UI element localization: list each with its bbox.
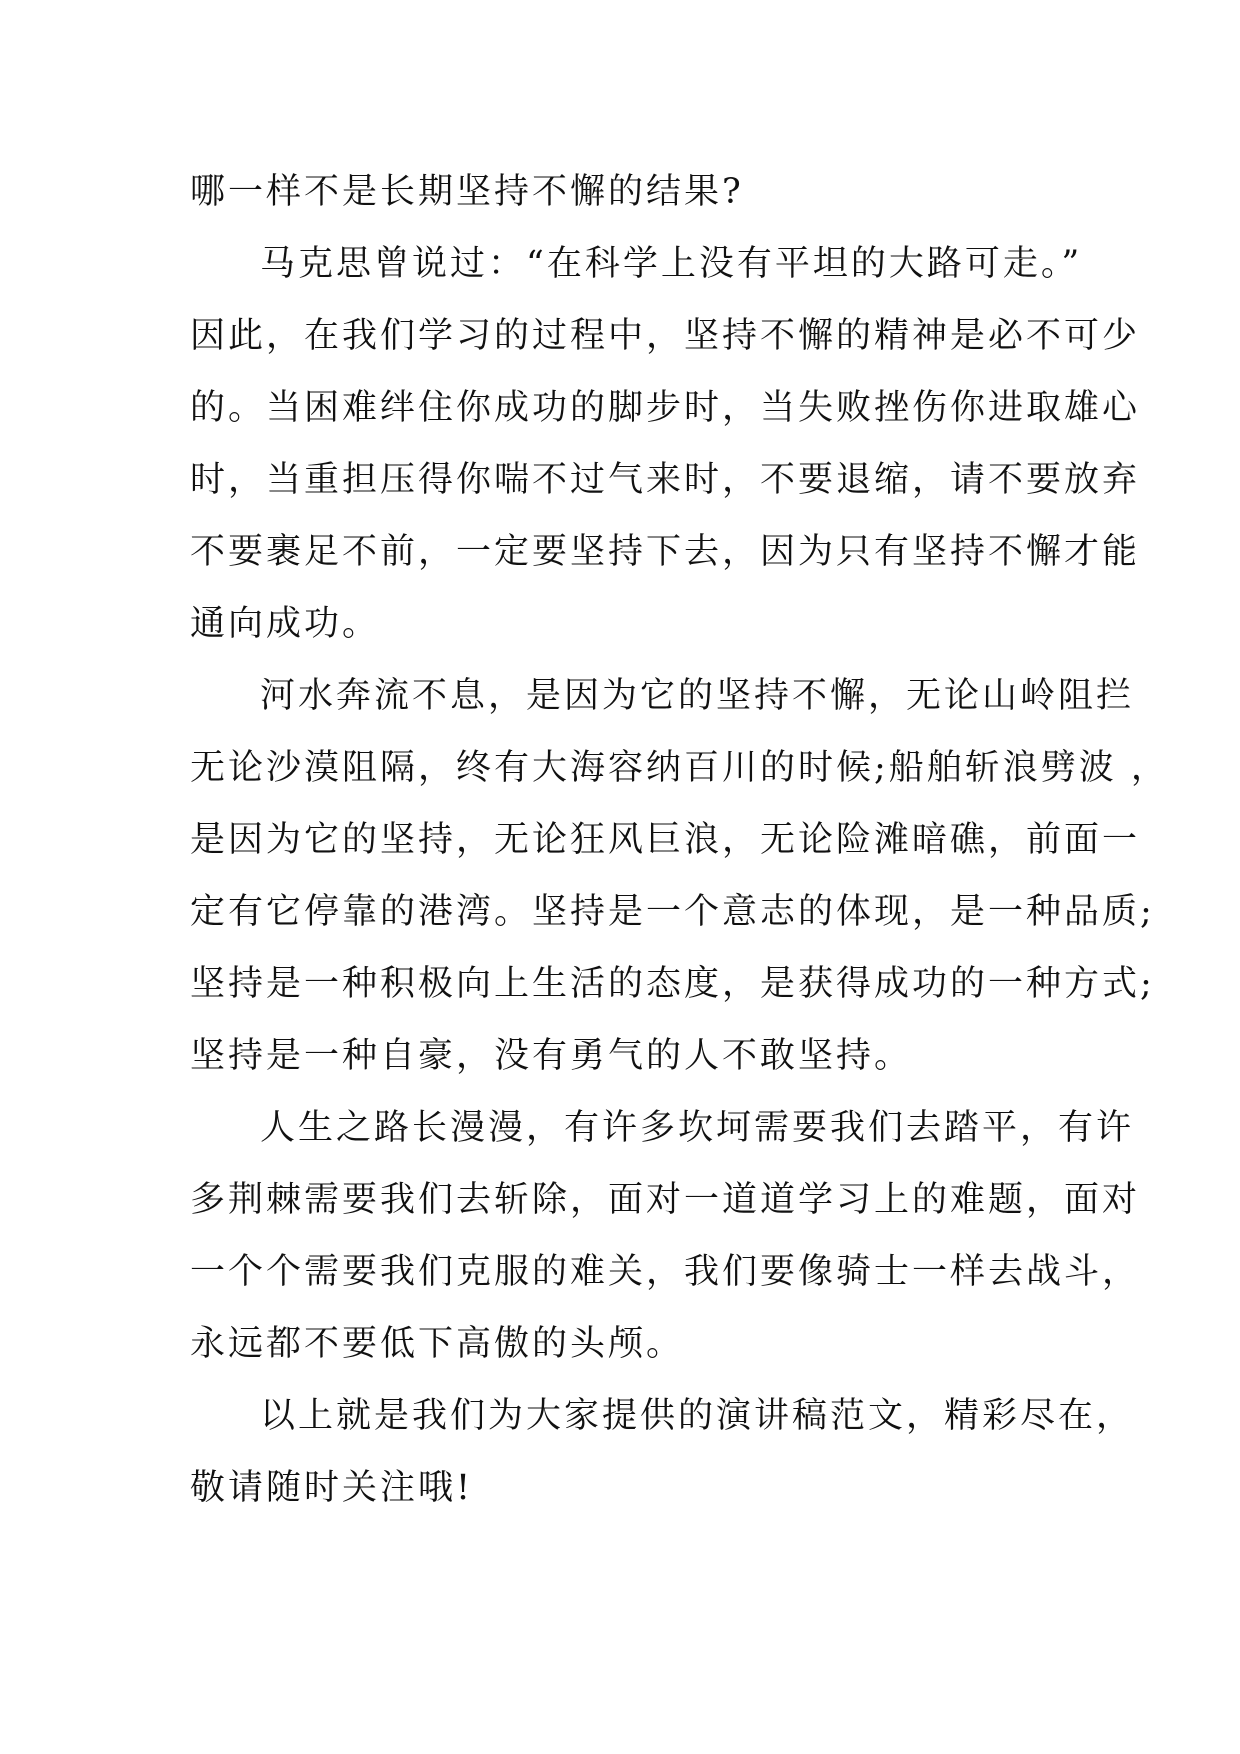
paragraph-start: 人生之路长漫漫，有许多坎坷需要我们去踏平，有许 <box>260 1108 1135 1148</box>
text-line: 的。当困难绊住你成功的脚步时，当失败挫伤你进取雄心 <box>190 388 1141 428</box>
text-line: 一个个需要我们克服的难关，我们要像骑士一样去战斗， <box>190 1252 1141 1292</box>
text-line: 无论沙漠阻隔，终有大海容纳百川的时候;船舶斩浪劈波 ， <box>190 748 1169 788</box>
text-line: 敬请随时关注哦! <box>190 1468 474 1508</box>
text-line: 多荆棘需要我们去斩除，面对一道道学习上的难题，面对 <box>190 1180 1141 1220</box>
paragraph-start: 马克思曾说过：“在科学上没有平坦的大路可走。” <box>260 244 1083 284</box>
text-line: 因此，在我们学习的过程中，坚持不懈的精神是必不可少 <box>190 316 1141 356</box>
text-line: 哪一样不是长期坚持不懈的结果? <box>190 172 744 212</box>
text-line: 坚持是一种自豪，没有勇气的人不敢坚持。 <box>190 1036 913 1076</box>
text-line: 定有它停靠的港湾。坚持是一个意志的体现，是一种品质; <box>190 892 1155 932</box>
text-line: 是因为它的坚持，无论狂风巨浪，无论险滩暗礁，前面一 <box>190 820 1141 860</box>
text-line: 坚持是一种积极向上生活的态度，是获得成功的一种方式; <box>190 964 1155 1004</box>
text-line: 时，当重担压得你喘不过气来时，不要退缩，请不要放弃 <box>190 460 1141 500</box>
text-line: 永远都不要低下高傲的头颅。 <box>190 1324 685 1364</box>
text-line: 不要裹足不前，一定要坚持下去，因为只有坚持不懈才能 <box>190 532 1141 572</box>
text-line: 通向成功。 <box>190 604 381 644</box>
paragraph-start: 河水奔流不息，是因为它的坚持不懈，无论山岭阻拦 <box>260 676 1135 716</box>
paragraph-start: 以上就是我们为大家提供的演讲稿范文，精彩尽在， <box>260 1396 1135 1436</box>
